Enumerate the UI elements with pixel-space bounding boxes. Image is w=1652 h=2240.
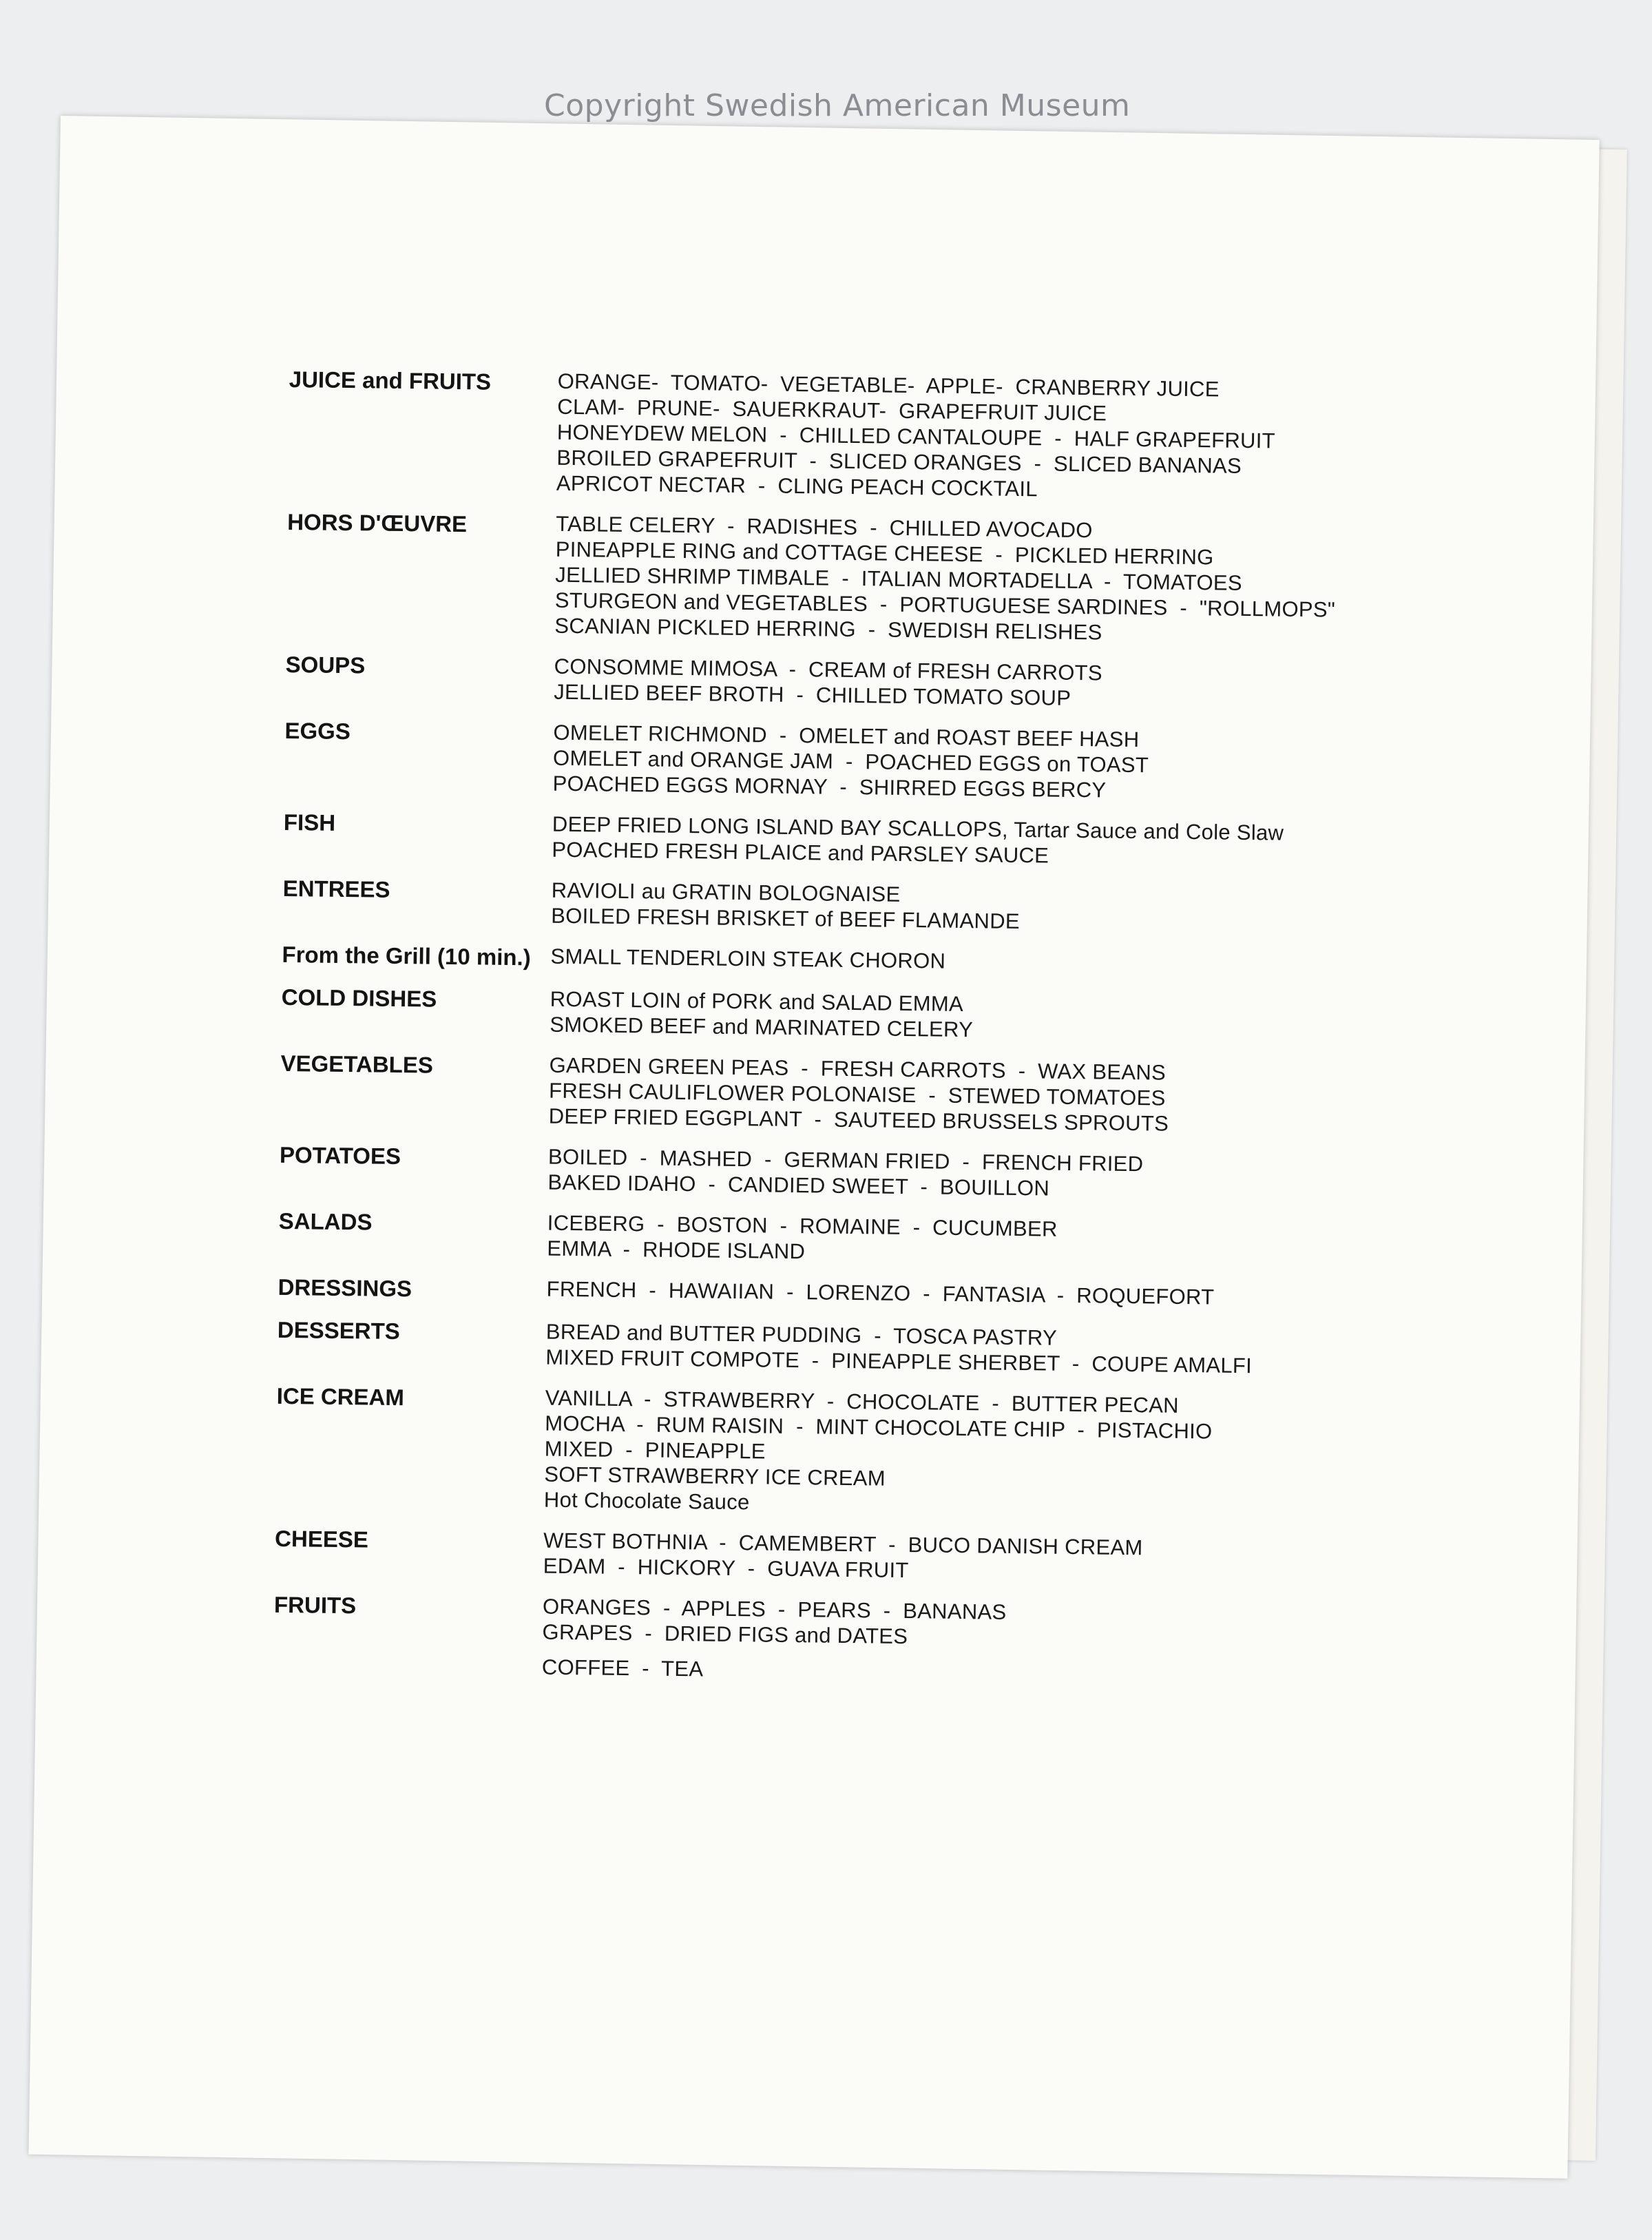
menu-line: JELLIED BEEF BROTH - CHILLED TOMATO SOUP [554, 679, 1071, 710]
beverages-line: COFFEE - TEA [541, 1655, 704, 1681]
menu-line: EMMA - RHODE ISLAND [547, 1236, 806, 1264]
menu-line: JELLIED SHRIMP TIMBALE - ITALIAN MORTADELLA - TOMATOES [555, 562, 1243, 595]
menu-line: SCANIAN PICKLED HERRING - SWEDISH RELISHES [554, 613, 1102, 645]
menu-line: BAKED IDAHO - CANDIED SWEET - BOUILLON [547, 1170, 1050, 1201]
item-list [543, 1528, 1391, 1589]
section-fish [283, 808, 1399, 873]
section-hors-doeuvre [286, 508, 1403, 649]
menu-line: HONEYDEW MELON - CHILLED CANTALOUPE - HALF GRAPEFRUIT [556, 419, 1276, 453]
menu-line: FRENCH - HAWAIIAN - LORENZO - FANTASIA - ROQUEFORT [546, 1276, 1215, 1309]
category-label: EGGS [284, 717, 351, 745]
item-list [546, 1276, 1393, 1314]
category-label: VEGETABLES [280, 1050, 434, 1078]
menu-line: OMELET RICHMOND - OMELET and ROAST BEEF HASH [553, 720, 1140, 752]
section-juice-and-fruits [288, 365, 1405, 506]
menu-line: Hot Chocolate Sauce [543, 1487, 750, 1515]
category-label: ICE CREAM [276, 1382, 405, 1411]
item-list [550, 944, 1397, 982]
menu-line: CONSOMME MIMOSA - CREAM of FRESH CARROTS [554, 654, 1103, 685]
menu-line: TABLE CELERY - RADISHES - CHILLED AVOCADO [556, 511, 1093, 543]
category-label: COLD DISHES [281, 984, 437, 1012]
item-list [554, 654, 1401, 715]
item-list [550, 986, 1397, 1048]
section-dressings [278, 1273, 1393, 1314]
section-fruits [273, 1590, 1390, 1690]
copyright-watermark: Copyright Swedish American Museum [544, 88, 1131, 123]
menu-line: ICEBERG - BOSTON - ROMAINE - CUCUMBER [547, 1210, 1058, 1241]
menu-line: VANILLA - STRAWBERRY - CHOCOLATE - BUTTER PECAN [545, 1385, 1180, 1418]
menu-line: SMALL TENDERLOIN STEAK CHORON [550, 944, 946, 973]
category-label: POTATOES [279, 1141, 401, 1170]
category-label: DRESSINGS [278, 1274, 412, 1302]
menu-line: APRICOT NECTAR - CLING PEACH COCKTAIL [556, 470, 1038, 501]
menu-line: ORANGE- TOMATO- VEGETABLE- APPLE- CRANBERRY JUICE [557, 369, 1220, 402]
menu-line: DEEP FRIED LONG ISLAND BAY SCALLOPS, Tartar Sauce and Cole Slaw [552, 811, 1284, 845]
section-eggs [284, 716, 1400, 807]
section-entrees [282, 874, 1399, 939]
item-list [556, 369, 1405, 506]
menu-line: MIXED FRUIT COMPOTE - PINEAPPLE SHERBET - COUPE AMALFI [545, 1345, 1253, 1378]
menu-line: OMELET and ORANGE JAM - POACHED EGGS on TOAST [552, 745, 1149, 778]
menu-line: WEST BOTHNIA - CAMEMBERT - BUCO DANISH CREAM [543, 1528, 1143, 1560]
menu-content [273, 365, 1404, 1705]
menu-line: MIXED - PINEAPPLE [544, 1436, 766, 1464]
section-cheese [275, 1524, 1391, 1589]
category-label: ENTREES [282, 875, 390, 902]
category-label: From the Grill (10 min.) [282, 941, 531, 971]
section-desserts [277, 1316, 1393, 1380]
item-list [552, 720, 1400, 807]
menu-line: BROILED GRAPEFRUIT - SLICED ORANGES - SLICED BANANAS [556, 445, 1242, 478]
item-list [547, 1144, 1395, 1205]
menu-line: EDAM - HICKORY - GUAVA FRUIT [543, 1553, 909, 1583]
menu-line: ORANGES - APPLES - PEARS - BANANAS [542, 1594, 1007, 1624]
menu-line: MOCHA - RUM RAISIN - MINT CHOCOLATE CHIP - PISTACHIO [545, 1411, 1213, 1444]
category-label: DESSERTS [277, 1316, 400, 1345]
menu-line: ROAST LOIN of PORK and SALAD EMMA [550, 986, 964, 1017]
section-from-the-grill [282, 940, 1397, 982]
menu-line: BOILED FRESH BRISKET of BEEF FLAMANDE [551, 903, 1021, 934]
menu-line: DEEP FRIED EGGPLANT - SAUTEED BRUSSELS SPROUTS [548, 1103, 1169, 1136]
category-label: CHEESE [274, 1525, 369, 1553]
menu-line: PINEAPPLE RING and COTTAGE CHEESE - PICKLED HERRING [555, 537, 1214, 570]
menu-line: FRESH CAULIFLOWER POLONAISE - STEWED TOMATOES [548, 1078, 1166, 1110]
item-list [554, 511, 1403, 649]
category-label: JUICE and FRUITS [289, 366, 492, 395]
item-list [548, 1052, 1396, 1139]
menu-line: GARDEN GREEN PEAS - FRESH CARROTS - WAX BEANS [549, 1052, 1167, 1085]
category-label: SALADS [278, 1207, 373, 1235]
category-label: FISH [283, 809, 336, 836]
section-ice-cream [275, 1382, 1392, 1523]
item-list [551, 878, 1399, 939]
section-salads [278, 1207, 1394, 1272]
category-label: HORS D'ŒUVRE [286, 508, 468, 537]
menu-line: POACHED FRESH PLAICE and PARSLEY SAUCE [552, 837, 1049, 868]
item-list [545, 1319, 1393, 1380]
menu-line: GRAPES - DRIED FIGS and DATES [542, 1619, 908, 1649]
item-list [544, 1385, 1392, 1523]
menu-line: SMOKED BEEF and MARINATED CELERY [550, 1012, 974, 1042]
menu-line: SOFT STRAWBERRY ICE CREAM [544, 1462, 886, 1491]
menu-line: BOILED - MASHED - GERMAN FRIED - FRENCH FRIED [547, 1144, 1144, 1176]
section-potatoes [279, 1141, 1395, 1205]
section-soups [285, 650, 1401, 715]
section-vegetables [280, 1049, 1397, 1139]
menu-line: STURGEON and VEGETABLES - PORTUGUESE SARDINES - "ROLLMOPS" [554, 588, 1336, 622]
item-list [547, 1210, 1394, 1272]
item-list [542, 1594, 1390, 1690]
category-label: FRUITS [273, 1591, 357, 1619]
item-list [552, 811, 1399, 873]
menu-line: CLAM- PRUNE- SAUERKRAUT- GRAPEFRUIT JUICE [557, 394, 1107, 426]
menu-line: POACHED EGGS MORNAY - SHIRRED EGGS BERCY [552, 771, 1107, 802]
category-label: SOUPS [285, 651, 366, 678]
menu-line: RAVIOLI au GRATIN BOLOGNAISE [551, 878, 901, 906]
section-cold-dishes [281, 983, 1397, 1048]
menu-line: BREAD and BUTTER PUDDING - TOSCA PASTRY [545, 1319, 1058, 1350]
